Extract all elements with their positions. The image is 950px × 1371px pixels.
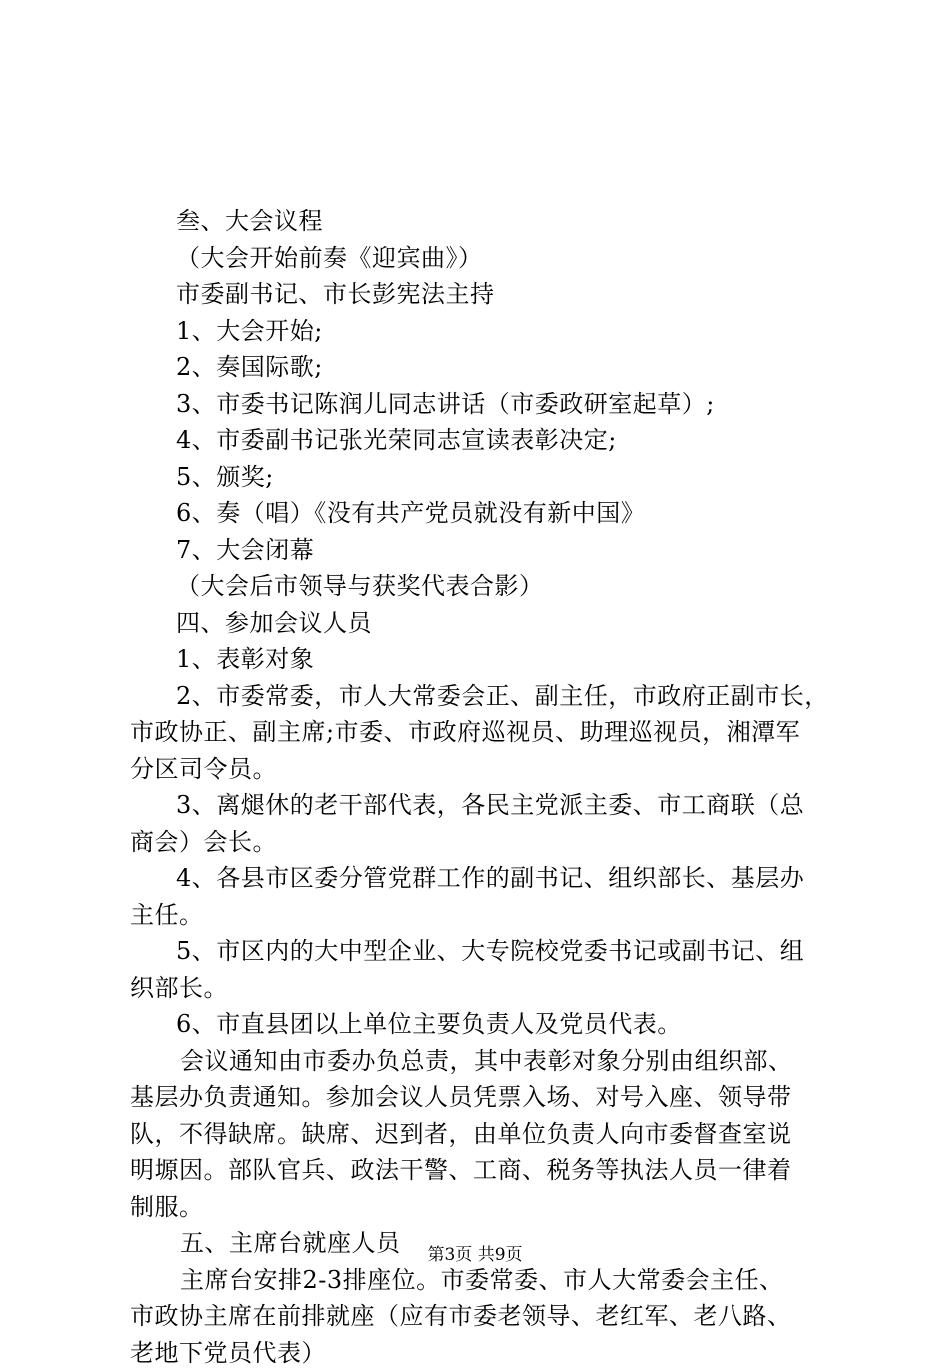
list-item: 3、市委书记陈润儿同志讲话（市委政研室起草）; [130,386,842,423]
section-heading-podium: 五、主席台就座人员 [130,1225,842,1262]
text-line: （大会开始前奏《迎宾曲》） [130,240,842,277]
text-line: 市委副书记、市长彭宪法主持 [130,276,842,313]
paragraph-line: 主任。 [130,897,842,934]
paragraph-line: 队，不得缺席。缺席、迟到者，由单位负责人向市委督查室说 [130,1116,842,1153]
list-item: 7、大会闭幕 [130,532,842,569]
paragraph-line: 制服。 [130,1189,842,1226]
paragraph-line: 明塬因。部队官兵、政法干警、工商、税务等执法人员一律着 [130,1152,842,1189]
paragraph-line: 商会）会长。 [130,824,842,861]
paragraph-line: 市政协正、副主席;市委、市政府巡视员、助理巡视员，湘潭军 [130,714,842,751]
text-line: （大会后市领导与获奖代表合影） [130,568,842,605]
paragraph-line: 4、各县市区委分管党群工作的副书记、组织部长、基层办 [130,860,842,897]
paragraph-line: 织部长。 [130,970,842,1007]
paragraph-line: 老地下党员代表） [130,1335,842,1371]
section-heading-attendees: 四、参加会议人员 [130,605,842,642]
list-item: 4、市委副书记张光荣同志宣读表彰决定; [130,422,842,459]
paragraph-line: 6、市直县团以上单位主要负责人及党员代表。 [130,1006,842,1043]
section-heading-agenda: 叁、大会议程 [130,203,842,240]
page-number: 第3页 共9页 [0,1243,950,1267]
paragraph-line: 分区司令员。 [130,751,842,788]
list-item: 1、表彰对象 [130,641,842,678]
paragraph-line: 会议通知由市委办负总责，其中表彰对象分别由组织部、 [130,1043,842,1080]
list-item: 6、奏（唱）《没有共产党员就没有新中国》 [130,495,842,532]
paragraph-line: 3、离煺休的老干部代表，各民主党派主委、市工商联（总 [130,787,842,824]
document-body [130,203,842,1371]
paragraph-line: 基层办负责通知。参加会议人员凭票入场、对号入座、领导带 [130,1079,842,1116]
paragraph-line: 市政协主席在前排就座（应有市委老领导、老红军、老八路、 [130,1298,842,1335]
list-item: 5、颁奖; [130,459,842,496]
paragraph-line: 主席台安排2-3排座位。市委常委、市人大常委会主任、 [130,1262,842,1299]
list-item: 2、奏国际歌; [130,349,842,386]
paragraph-line: 5、市区内的大中型企业、大专院校党委书记或副书记、组 [130,933,842,970]
paragraph-line: 2、市委常委，市人大常委会正、副主任，市政府正副市长， [130,678,842,715]
list-item: 1、大会开始; [130,313,842,350]
